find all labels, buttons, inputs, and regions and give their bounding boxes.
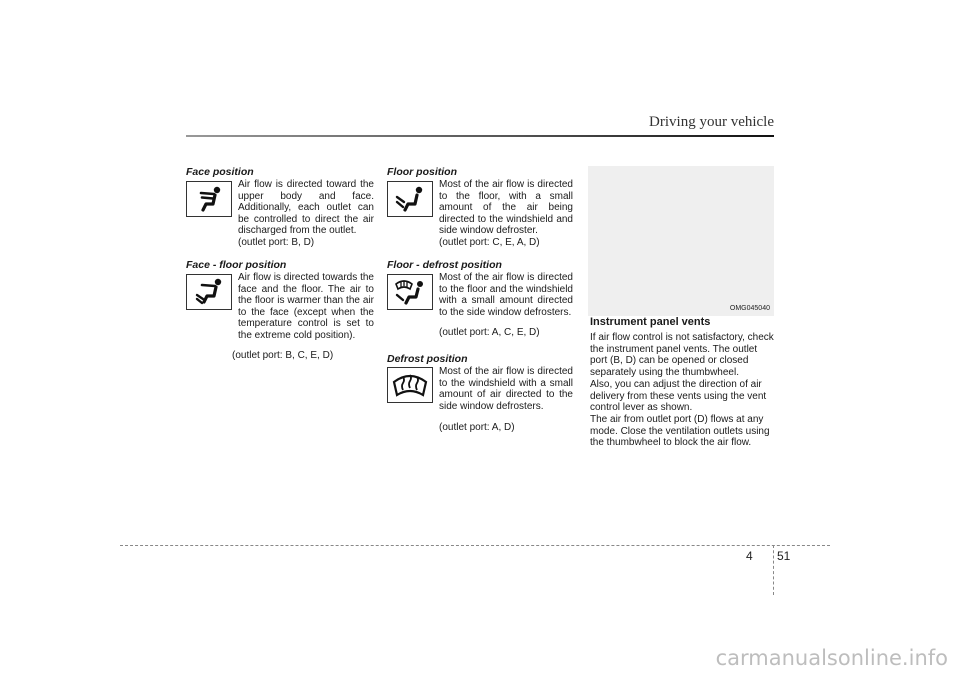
face-floor-position-text: Air flow is directed towards the face and the floor. The air to the floor is warmer than the air to the face (except when the temperature control is set to the extreme cold position). xyxy=(238,272,374,341)
floor-position-title: Floor position xyxy=(387,166,457,178)
defrost-position-title: Defrost position xyxy=(387,353,468,365)
instrument-panel-paragraph: The air from outlet port (D) flows at any mode. Close the ventilation outlets using the thumbwheel to block the air flow. xyxy=(590,414,770,449)
page-number: 51 xyxy=(777,549,791,563)
defrost-position-text: Most of the air flow is directed to the windshield with a small amount of air directed to the side window defrosters. xyxy=(439,366,573,412)
defrost-position-port: (outlet port: A, D) xyxy=(439,422,515,433)
floor-defrost-position-port: (outlet port: A, C, E, D) xyxy=(439,327,540,338)
footer-rule xyxy=(120,545,830,546)
defrost-mode-icon xyxy=(387,367,433,403)
face-position-text: Air flow is directed toward the upper body and face. Additionally, each outlet can be controlled to direct the air discharged from the outlet. xyxy=(238,179,374,237)
header-rule xyxy=(186,135,774,137)
floor-position-port: (outlet port: C, E, A, D) xyxy=(439,237,540,248)
chapter-number: 4 xyxy=(746,549,753,563)
floor-position-text: Most of the air flow is directed to the floor, with a small amount of the air being directed to the windshield and side window defroster. xyxy=(439,179,573,237)
watermark-text: carmanualsonline.info xyxy=(715,646,948,670)
instrument-panel-paragraph: If air flow control is not satisfactory, check the instrument panel vents. The outlet port (B, D) can be opened or closed separately using the thumbwheel. xyxy=(590,332,774,378)
floor-defrost-mode-icon xyxy=(387,274,433,310)
floor-defrost-position-text: Most of the air flow is directed to the floor and the windshield with a small amount directed to the side window defrosters. xyxy=(439,272,573,318)
face-mode-icon xyxy=(186,181,232,217)
page-header-title: Driving your vehicle xyxy=(649,114,774,130)
footer-vertical-rule xyxy=(773,545,774,595)
instrument-panel-paragraph: Also, you can adjust the direction of air delivery from these vents using the vent control lever as shown. xyxy=(590,379,767,414)
face-floor-mode-icon xyxy=(186,274,232,310)
face-position-title: Face position xyxy=(186,166,254,178)
instrument-panel-vents-title: Instrument panel vents xyxy=(590,316,711,328)
vent-illustration xyxy=(588,166,774,316)
face-floor-position-port: (outlet port: B, C, E, D) xyxy=(232,350,334,361)
floor-defrost-position-title: Floor - defrost position xyxy=(387,259,502,271)
figure-code: OMG045040 xyxy=(729,305,770,312)
floor-mode-icon xyxy=(387,181,433,217)
face-position-port: (outlet port: B, D) xyxy=(238,237,315,248)
face-floor-position-title: Face - floor position xyxy=(186,259,287,271)
